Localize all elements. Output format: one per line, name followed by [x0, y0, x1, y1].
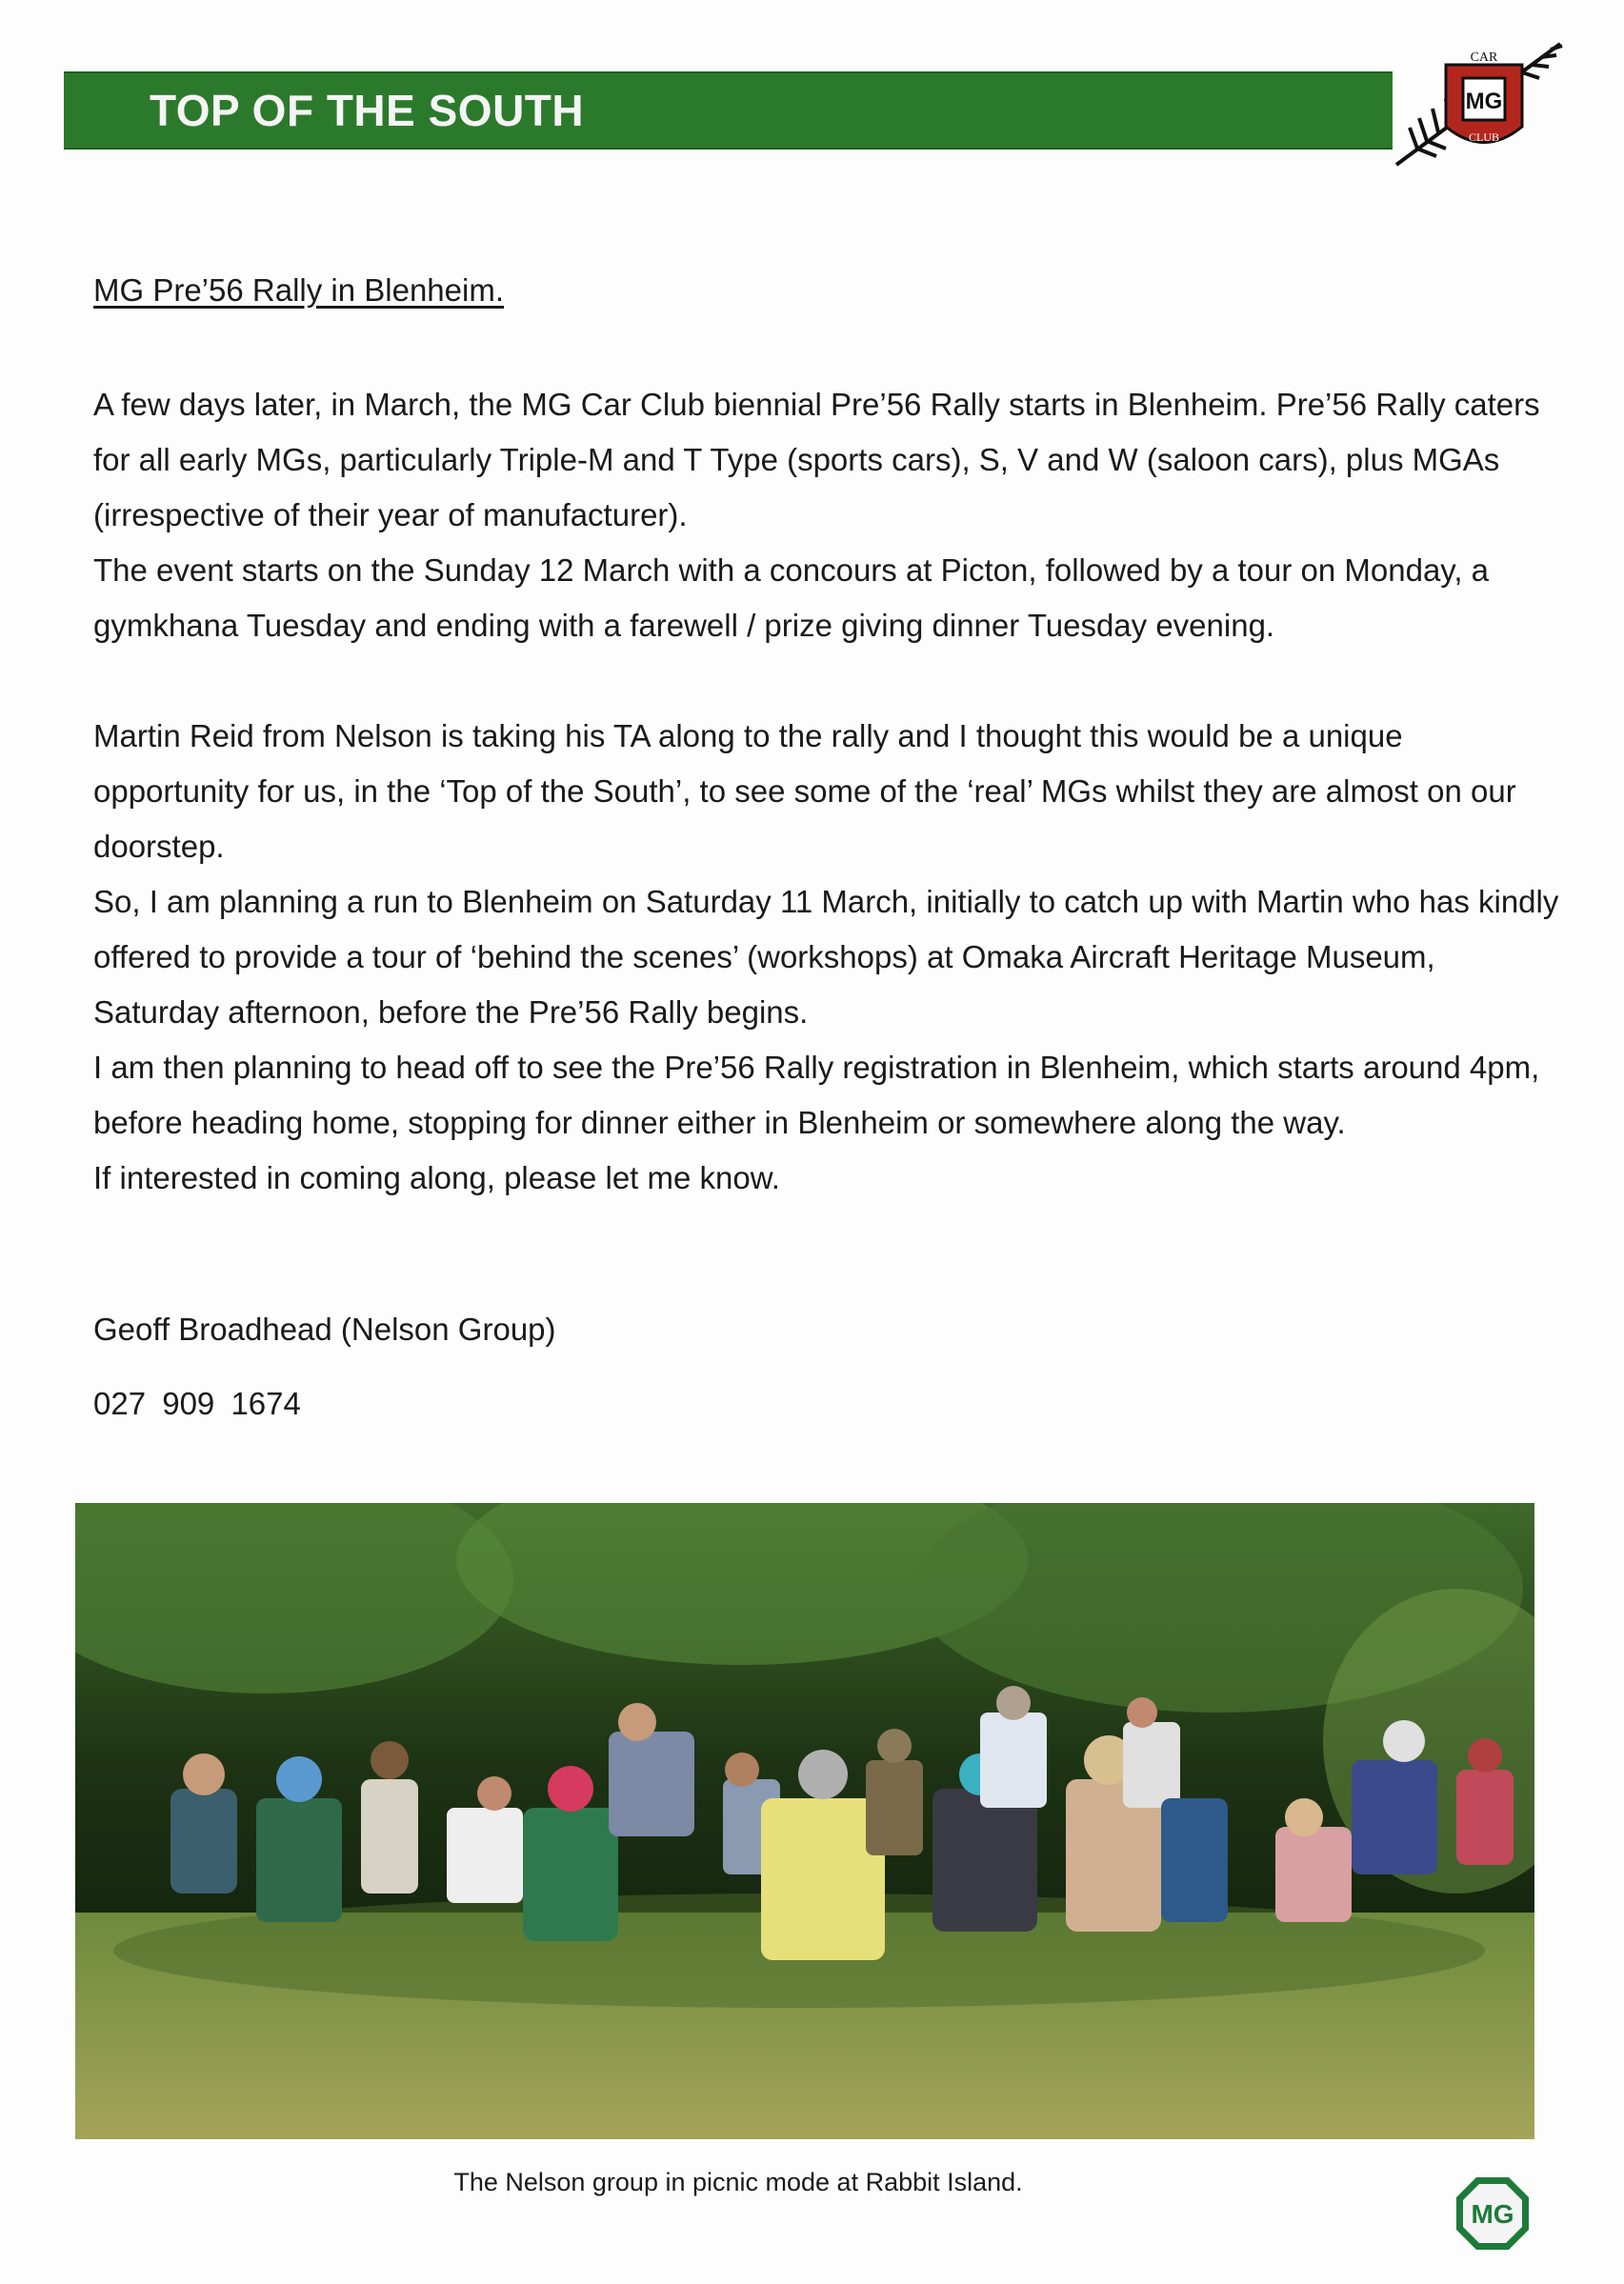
author-phone: 027 909 1674 [93, 1386, 301, 1421]
mg-car-club-fern-badge-icon [1389, 36, 1570, 170]
picnic-group-photo [75, 1503, 1534, 2139]
badge-text-top: CAR [1470, 50, 1498, 65]
article-paragraph: Martin Reid from Nelson is taking his TA along to the rally and I thought this would be a unique opportunity for us, in the ‘Top of the South’, to see some of the ‘real’ MGs whilst they are almost on our doorstep. [93, 718, 1516, 864]
article-body [93, 377, 1560, 1206]
article-paragraph: The event starts on the Sunday 12 March with a concours at Picton, followed by a tour on Monday, a gymkhana Tuesday and ending with a farewell / prize giving dinner Tuesday evening. [93, 552, 1490, 643]
article-heading: MG Pre’56 Rally in Blenheim. [93, 272, 504, 308]
section-header-bar [64, 71, 1393, 150]
badge-text-center: MG [1465, 89, 1503, 114]
author-signature: Geoff Broadhead (Nelson Group) [93, 1312, 556, 1347]
article-paragraph: If interested in coming along, please let me know. [93, 1160, 780, 1195]
article-paragraph: I am then planning to head off to see the Pre’56 Rally registration in Blenheim, which starts around 4pm, before heading home, stopping for dinner either in Blenheim or somewhere along the way. [93, 1050, 1540, 1140]
badge-text-bottom: CLUB [1468, 130, 1500, 144]
photo-caption: The Nelson group in picnic mode at Rabbit Island. [453, 2168, 1023, 2196]
picnic-photo-illustration [75, 1503, 1534, 2139]
mg-logo-text: MG [1471, 2199, 1514, 2229]
article-paragraph: So, I am planning a run to Blenheim on Saturday 11 March, initially to catch up with Martin who has kindly offered to provide a tour of ‘behind the scenes’ (workshops) at Omaka Aircraft Heritage Museum, Saturday afternoon, before the Pre’56 Rally begins. [93, 884, 1559, 1030]
article-paragraph: A few days later, in March, the MG Car Club biennial Pre’56 Rally starts in Blenheim. Pre’56 Rally caters for all early MGs, particularly Triple-M and T Type (sports cars), S, V and W (saloon cars), plus MGAs (irrespective of their year of manufacturer). [93, 387, 1540, 532]
section-title: TOP OF THE SOUTH [150, 86, 585, 135]
mg-octagon-logo-icon [1453, 2174, 1533, 2254]
